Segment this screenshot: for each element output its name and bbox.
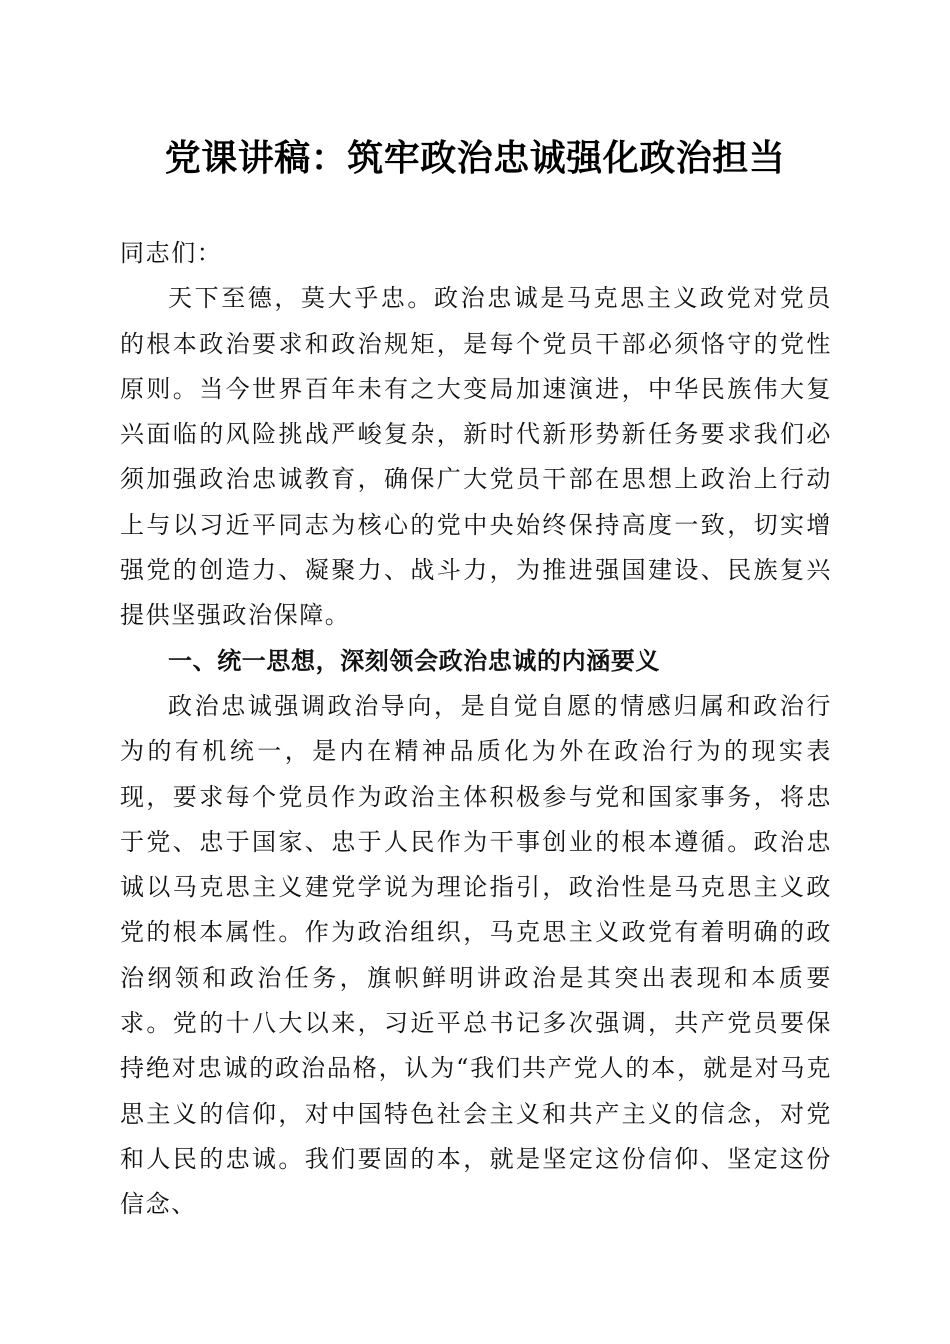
salutation: 同志们： — [120, 239, 223, 267]
page-title: 党课讲稿：筑牢政治忠诚强化政治担当 — [164, 137, 786, 179]
section-heading: 一、统一思想，深刻领会政治忠诚的内涵要义 — [168, 646, 660, 675]
intro-paragraph: 天下至德，莫大乎忠。政治忠诚是马克思主义政党对党员的根本政治要求和政治规矩，是每个党员干部必须恪守的党性原则。当今世界百年未有之大变局加速演进，中华民族伟大复兴面临的风险挑战严峻复杂，新时代新形势新任务要求我们必须加强政治忠诚教育，确保广大党员干部在思想上政治上行动上与以习近平同志为核心的党中央始终保持高度一致，切实增强党的创造力、凝聚力、战斗力，为推进强国建设、民族复兴提供坚强政治保障。 — [120, 284, 832, 630]
document-body — [120, 231, 832, 1228]
section-paragraph: 政治忠诚强调政治导向，是自觉自愿的情感归属和政治行为的有机统一，是内在精神品质化为外在政治行为的现实表现，要求每个党员作为政治主体积极参与党和国家事务，将忠于党、忠于国家、忠于人民作为干事创业的根本遵循。政治忠诚以马克思主义建党学说为理论指引，政治性是马克思主义政党的根本属性。作为政治组织，马克思主义政党有着明确的政治纲领和政治任务，旗帜鲜明讲政治是其突出表现和本质要求。党的十八大以来，习近平总书记多次强调，共产党员要保持绝对忠诚的政治品格，认为“我们共产党人的本，就是对马克思主义的信仰，对中国特色社会主义和共产主义的信念，对党和人民的忠诚。我们要固的本，就是坚定这份信仰、坚定这份信念、 — [120, 691, 832, 1219]
